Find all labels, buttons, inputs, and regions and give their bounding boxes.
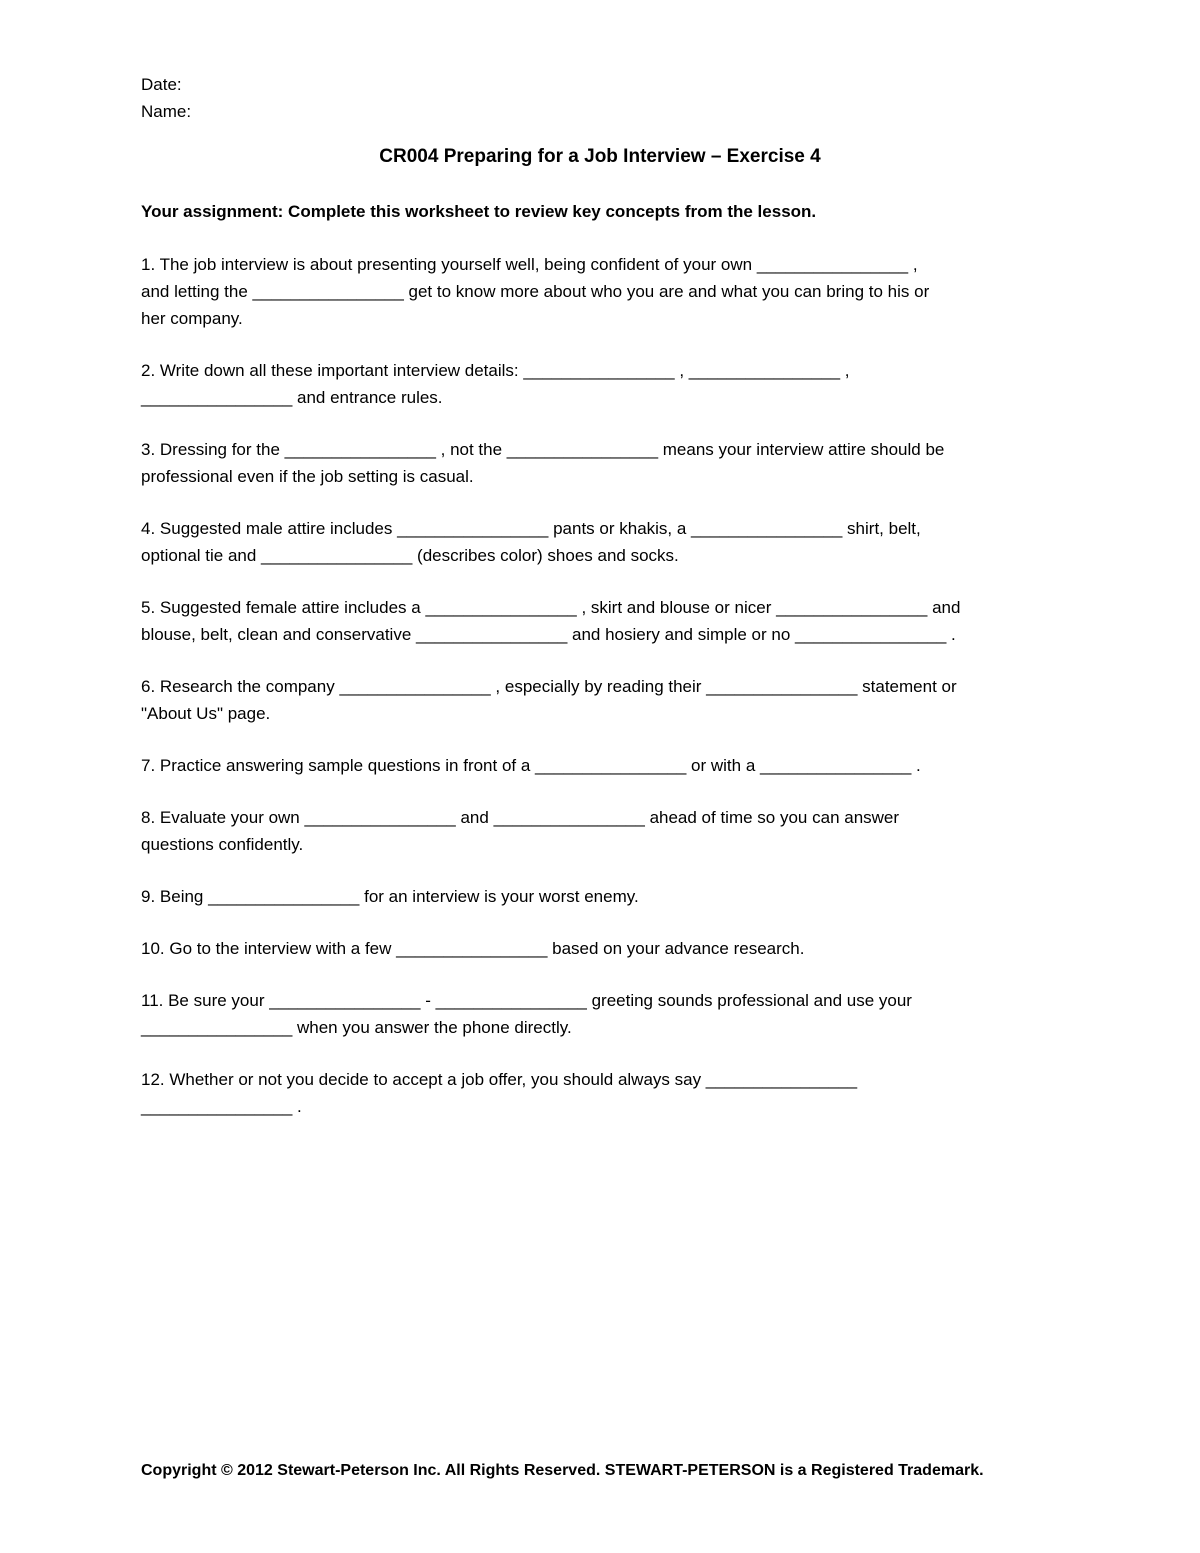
question-line: 11. Be sure your ________________ - ________________ greeting sounds professional and use your (141, 991, 912, 1010)
question-line: 4. Suggested male attire includes ________________ pants or khakis, a ________________ shirt, belt, (141, 519, 921, 538)
question-8 (141, 804, 1061, 858)
question-line: 1. The job interview is about presenting yourself well, being confident of your own ________________ , (141, 255, 918, 274)
question-line: "About Us" page. (141, 704, 271, 723)
assignment-instructions: Your assignment: Complete this worksheet to review key concepts from the lesson. (141, 202, 817, 221)
question-5 (141, 594, 1061, 648)
name-label: Name: (141, 102, 192, 121)
question-line: ________________ and entrance rules. (141, 388, 443, 407)
question-6 (141, 673, 1061, 727)
question-line: 7. Practice answering sample questions in front of a ________________ or with a ________________ . (141, 756, 921, 775)
question-line: her company. (141, 309, 243, 328)
question-11 (141, 987, 1061, 1041)
question-line: 2. Write down all these important interview details: ________________ , ________________ , (141, 361, 850, 380)
question-line: and letting the ________________ get to know more about who you are and what you can bring to his or (141, 282, 930, 301)
question-line: 9. Being ________________ for an interview is your worst enemy. (141, 887, 639, 906)
question-10 (141, 935, 1061, 962)
copyright-footer: Copyright © 2012 Stewart-Peterson Inc. All Rights Reserved. STEWART-PETERSON is a Registered Trademark. (141, 1462, 984, 1479)
question-line: 8. Evaluate your own ________________ and ________________ ahead of time so you can answer (141, 808, 900, 827)
question-3 (141, 436, 1061, 490)
question-line: 6. Research the company ________________ , especially by reading their ________________ statement or (141, 677, 957, 696)
question-1 (141, 251, 1061, 332)
question-line: 5. Suggested female attire includes a ________________ , skirt and blouse or nicer ________________ and (141, 598, 961, 617)
question-line: ________________ . (141, 1097, 302, 1116)
question-2 (141, 357, 1061, 411)
question-line: blouse, belt, clean and conservative ________________ and hosiery and simple or no ________________ . (141, 625, 956, 644)
question-line: ________________ when you answer the phone directly. (141, 1018, 572, 1037)
question-line: professional even if the job setting is casual. (141, 467, 474, 486)
date-label: Date: (141, 75, 182, 94)
question-line: 10. Go to the interview with a few ________________ based on your advance research. (141, 939, 805, 958)
question-4 (141, 515, 1061, 569)
question-9 (141, 883, 1061, 910)
question-line: 3. Dressing for the ________________ , not the ________________ means your interview attire should be (141, 440, 945, 459)
document-title: CR004 Preparing for a Job Interview – Exercise 4 (379, 146, 821, 167)
question-7 (141, 752, 1061, 779)
question-line: optional tie and ________________ (describes color) shoes and socks. (141, 546, 679, 565)
question-line: questions confidently. (141, 835, 304, 854)
question-list (141, 251, 1061, 1145)
question-12 (141, 1066, 1061, 1120)
question-line: 12. Whether or not you decide to accept a job offer, you should always say ________________ (141, 1070, 858, 1089)
